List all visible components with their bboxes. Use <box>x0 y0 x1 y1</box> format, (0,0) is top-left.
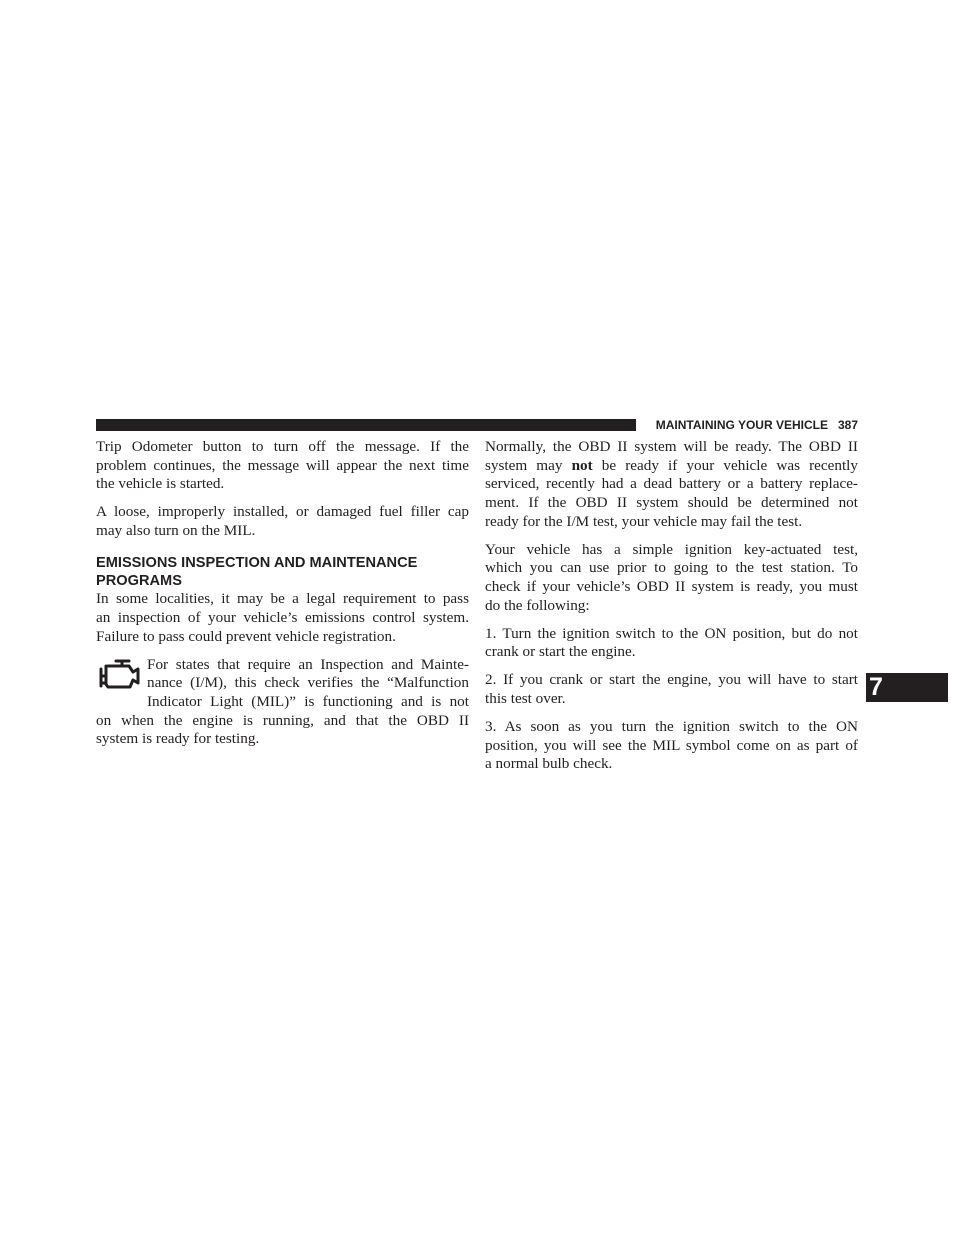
text-line: 1. Turn the ignition switch to the ON position, but do not <box>485 624 858 642</box>
text-fragment: system may <box>485 456 572 474</box>
text-line: do the following: <box>485 596 590 614</box>
step-2 <box>485 671 858 708</box>
section-heading <box>96 554 469 591</box>
header-rule <box>96 419 636 431</box>
text-line: Normally, the OBD II system will be ready. The OBD II <box>485 438 858 455</box>
page-number: 387 <box>837 418 858 432</box>
text-line: Indicator Light (MIL)” is functioning and is not <box>147 693 469 710</box>
text-line: A loose, improperly installed, or damaged fuel filler cap <box>96 503 469 521</box>
paragraph-fuel-cap <box>96 503 469 540</box>
heading-line: EMISSIONS INSPECTION AND MAINTENANCE <box>96 554 418 571</box>
right-column <box>485 438 858 774</box>
paragraph-key-test <box>485 541 858 616</box>
heading-line: PROGRAMS <box>96 573 182 589</box>
text-line: ment. If the OBD II system should be determined not <box>485 494 858 512</box>
text-line: 2. If you crank or start the engine, you will have to start <box>485 671 858 689</box>
text-line: system is ready for testing. <box>96 730 260 748</box>
text-line: serviced, recently had a dead battery or a battery replace- <box>485 475 858 493</box>
text-line: nance (I/M), this check verifies the “Malfunction <box>147 674 469 692</box>
text-line: this test over. <box>485 690 566 707</box>
paragraph-legal-requirement <box>96 590 469 646</box>
text-line: Trip Odometer button to turn off the message. If the <box>96 438 469 455</box>
running-head <box>644 416 858 434</box>
text-line: which you can use prior to going to the test station. To <box>485 559 858 577</box>
text-line: In some localities, it may be a legal requirement to pass <box>96 590 469 608</box>
text-line: Your vehicle has a simple ignition key-actuated test, <box>485 540 858 558</box>
im-check-text <box>96 656 469 750</box>
emphasis-not: not <box>571 456 593 474</box>
text-line: 3. As soon as you turn the ignition switch to the ON <box>485 717 858 735</box>
text-line: ready for the I/M test, your vehicle may fail the test. <box>485 512 803 530</box>
text-line: For states that require an Inspection and Mainte- <box>147 655 469 673</box>
text-line <box>485 457 858 476</box>
text-line: check if your vehicle’s OBD II system is ready, you must <box>485 578 858 596</box>
paragraph-obd-ready <box>485 438 858 532</box>
paragraph-trip-odometer <box>96 438 469 494</box>
text-line: Failure to pass could prevent vehicle registration. <box>96 627 396 645</box>
step-3 <box>485 718 858 774</box>
text-fragment: be ready if your vehicle was recently <box>592 456 858 474</box>
text-line: crank or start the engine. <box>485 643 636 661</box>
paragraph-im-check <box>96 656 469 750</box>
text-line: may also turn on the MIL. <box>96 522 256 539</box>
section-title: MAINTAINING YOUR VEHICLE <box>655 418 828 432</box>
step-1 <box>485 625 858 662</box>
text-line: a normal bulb check. <box>485 755 613 773</box>
text-line: problem continues, the message will appear the next time <box>96 456 469 474</box>
text-line: on when the engine is running, and that the OBD II <box>96 711 469 729</box>
text-line: an inspection of your vehicle’s emissions control system. <box>96 609 469 626</box>
text-line: the vehicle is started. <box>96 475 225 493</box>
text-line: position, you will see the MIL symbol come on as part of <box>485 736 858 754</box>
left-column <box>96 438 469 749</box>
chapter-tab: 7 <box>866 673 948 702</box>
check-engine-icon <box>96 656 140 692</box>
